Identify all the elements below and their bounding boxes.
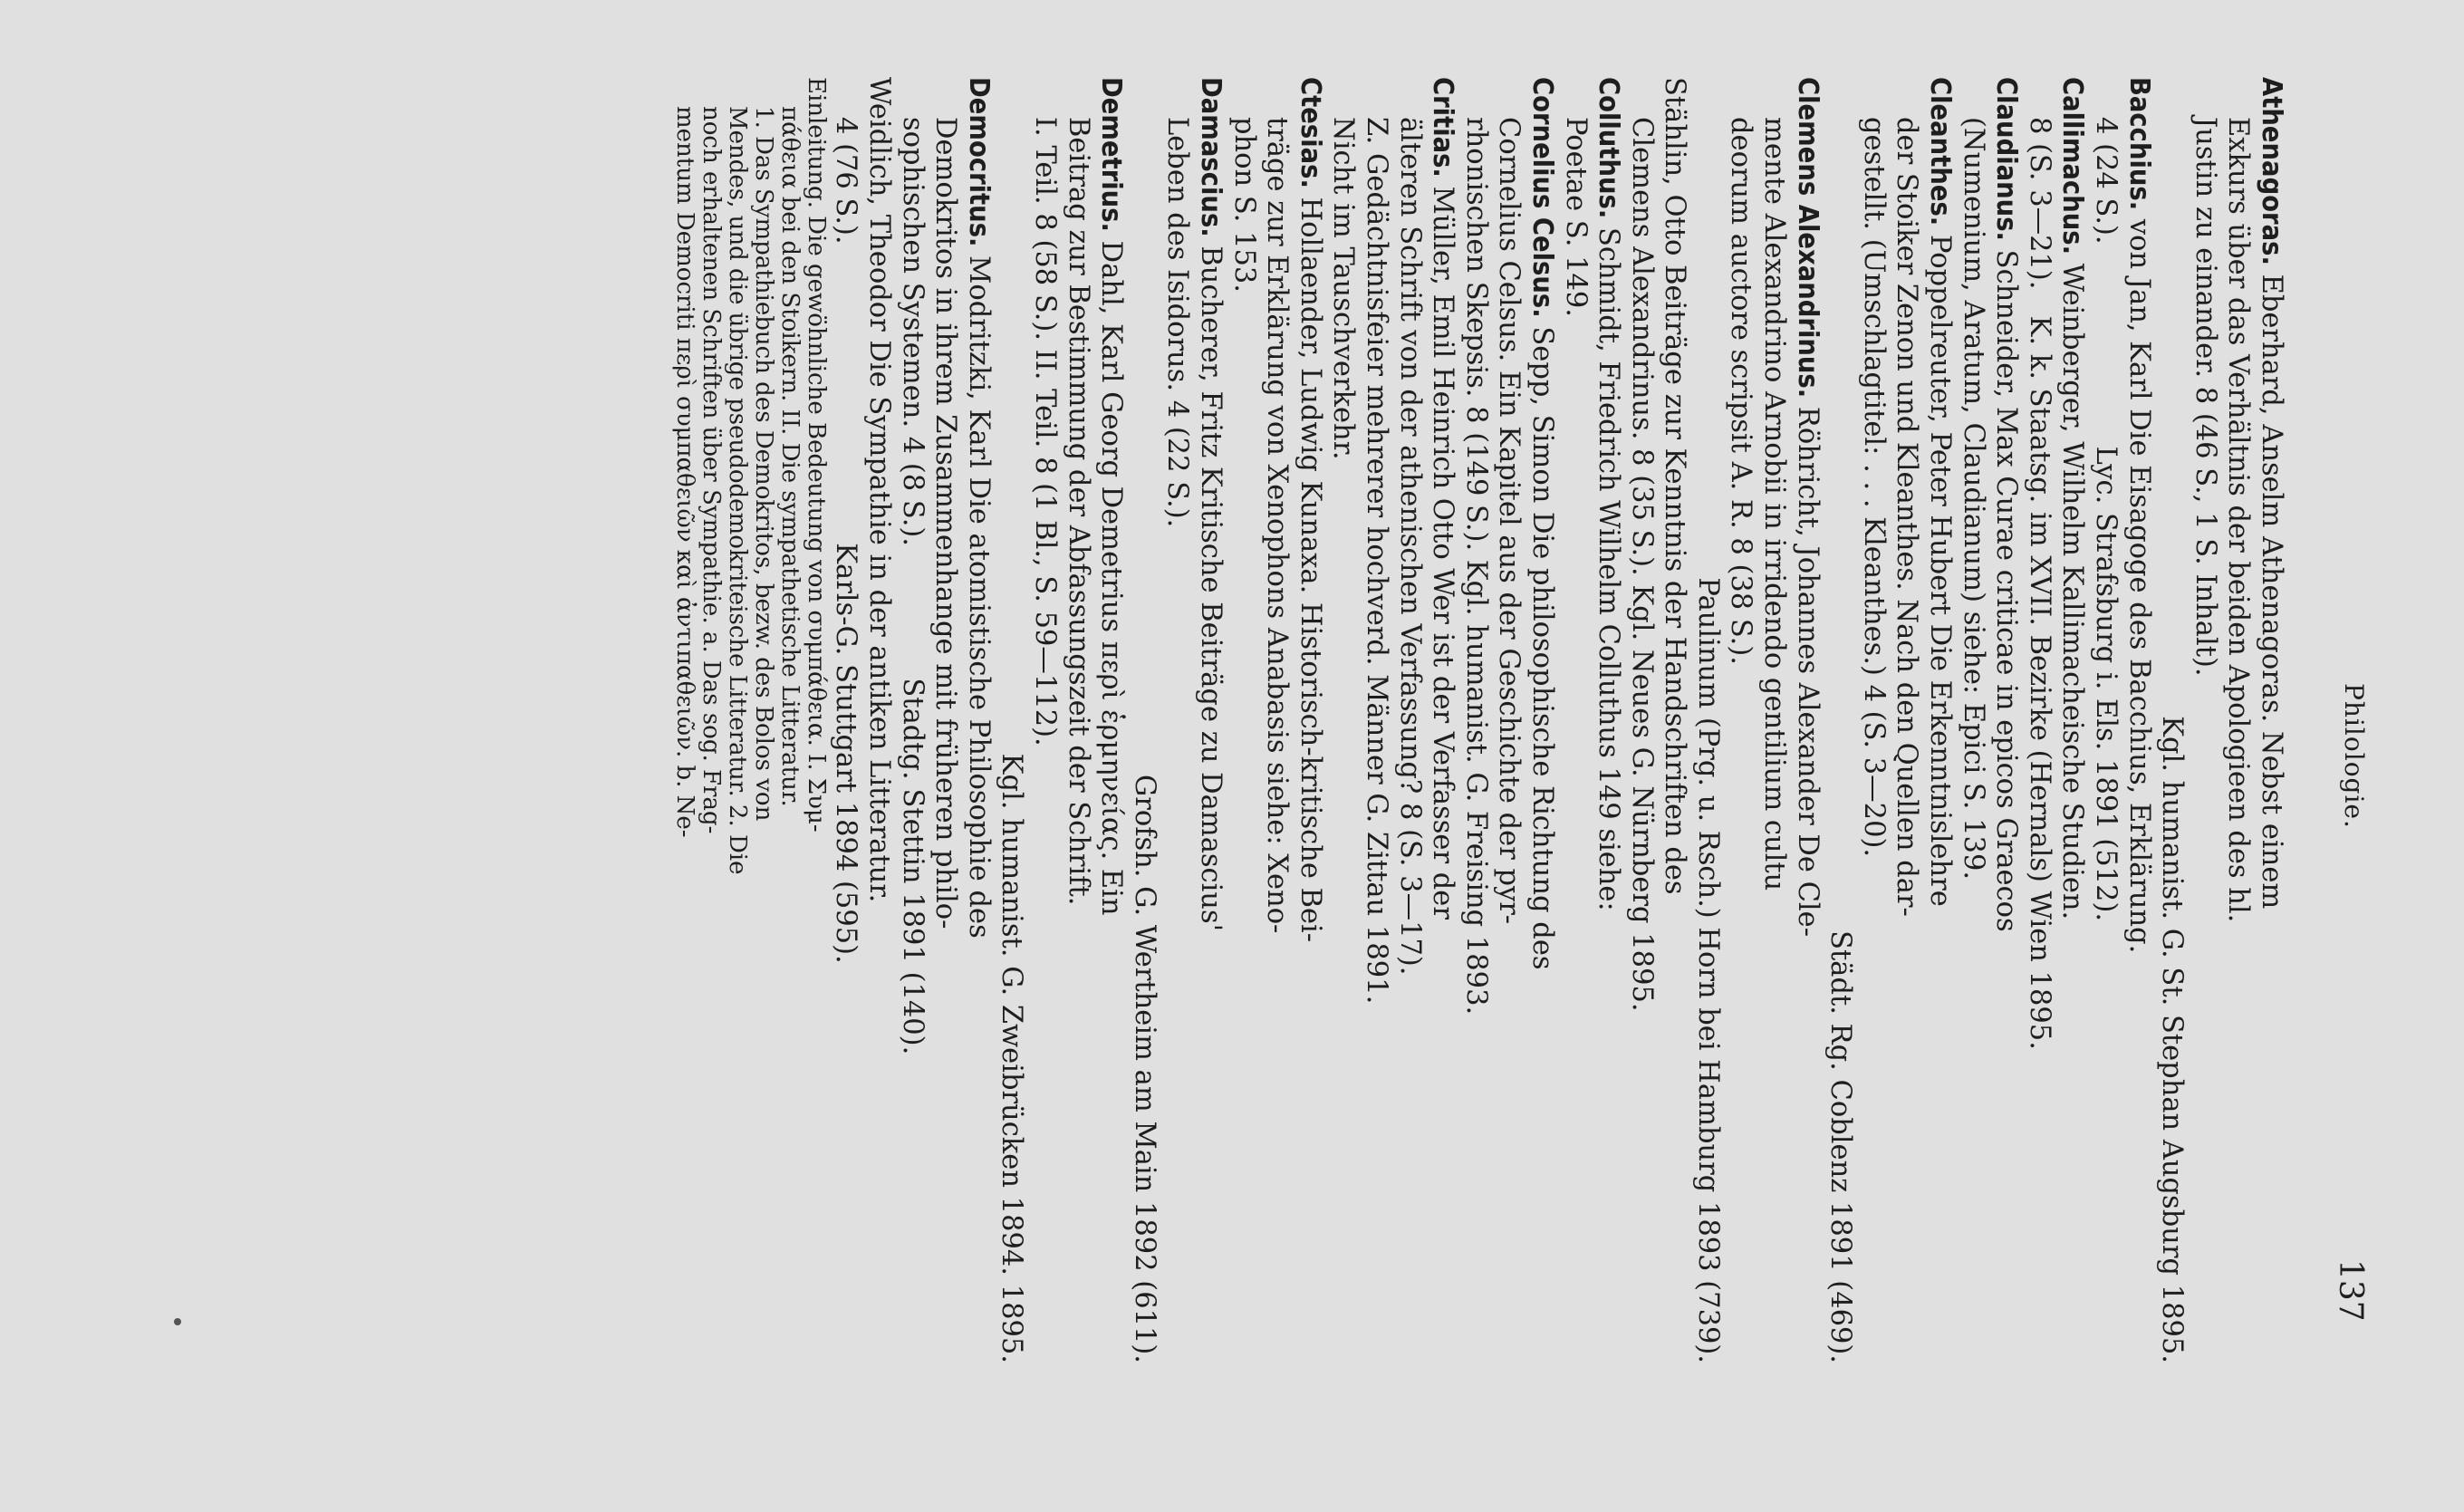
entry-text: gestellt. (Umschlagtitel: . . . Kleanthes.) 4 (S. 3—20). bbox=[1857, 117, 1890, 858]
entry-heading: Bacchius. bbox=[2122, 77, 2155, 211]
entry-heading: Cornelius Celsus. bbox=[1526, 77, 1558, 318]
entry-line bbox=[1326, 77, 1360, 1363]
entry-text: Müller, Emil Heinrich Otto Wer ist der Verfasser der bbox=[1427, 177, 1459, 920]
entry-text: rhonischen Skepsis. 8 (149 S.). Kgl. humanist. G. Freising 1893. bbox=[1459, 117, 1492, 1016]
entry-line bbox=[1492, 77, 1526, 1363]
entry-text: mentum Democriti περὶ συμπαθειῶν καὶ ἀντιπαθειῶν. b. Ne- bbox=[670, 106, 698, 838]
entry-heading: Clemens Alexandrinus. bbox=[1791, 77, 1824, 399]
entry-text: Mendes, und die übrige pseudodemokriteische Litteratur. 2. Die bbox=[723, 106, 751, 875]
entry-text: Städt. Rg. Coblenz 1891 (469). bbox=[1824, 930, 1857, 1363]
entry-heading: Critias. bbox=[1427, 77, 1459, 178]
entry-line bbox=[1592, 77, 1625, 1363]
entry-text: Weidlich, Theodor Die Sympathie in der antiken Litteratur. bbox=[863, 77, 896, 903]
entry-line bbox=[2022, 77, 2055, 1363]
entry-line bbox=[776, 77, 803, 1363]
entry-text: Bucherer, Fritz Kritische Beiträge zu Damascius' bbox=[1195, 236, 1227, 932]
entry-text: Röhricht, Johannes Alexander De Cle- bbox=[1791, 398, 1824, 938]
entry-line bbox=[1890, 77, 1923, 1363]
entry-line bbox=[1392, 77, 1426, 1363]
entry-text: Clemens Alexandrinus. 8 (35 S.). Kgl. Neues G. Nürnberg 1895. bbox=[1625, 117, 1658, 1012]
entry-text: (Numenium, Aratum, Claudianum) siehe: Epici S. 139. bbox=[1957, 117, 1989, 881]
bibliography-entry bbox=[1624, 77, 1690, 1363]
entry-text: Einleitung. Die gewöhnliche Bedeutung von συμπάθεια. I. Συμ- bbox=[802, 77, 830, 833]
running-title: Philologie. bbox=[2339, 683, 2369, 829]
entry-line bbox=[1989, 77, 2023, 1363]
entry-line bbox=[1824, 77, 1857, 1363]
entry-heading: Demetrius. bbox=[1095, 77, 1128, 232]
entry-line bbox=[1227, 77, 1260, 1363]
entry-line bbox=[1690, 77, 1724, 1363]
entry-text: Weinberger, Wilhelm Kallimacheische Studien. bbox=[2056, 255, 2089, 920]
entry-line bbox=[1160, 77, 1194, 1363]
entry-text: 4 (24 S.). Lyc. Strafsburg i. Els. 1891 (512). bbox=[2090, 117, 2122, 922]
entry-line bbox=[1856, 77, 1890, 1363]
entry-text: träge zur Erklärung von Xenophons Anabasis siehe: Xeno- bbox=[1261, 117, 1294, 934]
bibliography-entry bbox=[1558, 77, 1624, 1363]
entry-text: von Jan, Karl Die Eisagoge des Bacchius, Erklärung. bbox=[2122, 210, 2155, 954]
bibliography-entry bbox=[1227, 77, 1326, 1363]
entry-line bbox=[1061, 77, 1094, 1363]
bibliography-entry bbox=[2088, 77, 2154, 1363]
entry-line bbox=[961, 77, 995, 1363]
entry-text: Grofsh. G. Wertheim am Main 1892 (611). bbox=[1128, 774, 1160, 1363]
entry-text: 1. Das Sympathiebuch des Demokritos, bezw. des Bolos von bbox=[749, 106, 777, 822]
entry-text: Eberhard, Anselm Athenagoras. Nebst einem bbox=[2256, 265, 2287, 910]
entry-line bbox=[1193, 77, 1227, 1363]
entry-text: noch erhaltenen Schriften über Sympathie. a. Das sog. Frag- bbox=[697, 106, 725, 834]
entry-text: Justin zu einander. 8 (46 S., 1 S. Inhalt). bbox=[2189, 117, 2221, 677]
entry-line bbox=[2122, 77, 2155, 1363]
entry-text: Modritzki, Karl Die atomistische Philosophie des bbox=[962, 246, 995, 939]
entry-text: Kgl. humanist. G. Zweibrücken 1894. 1895. bbox=[996, 753, 1028, 1363]
entry-text: πάθεια bei den Stoikern. II. Die sympathetische Litteratur. bbox=[775, 106, 804, 807]
entry-text: Exkurs über das Verhältnis der beiden Apologieen des hl. bbox=[2222, 117, 2255, 923]
entry-line bbox=[1724, 77, 1757, 1363]
entry-line bbox=[929, 77, 962, 1363]
entry-text: Schneider, Max Curae criticae in epicos Graecos bbox=[1990, 240, 2023, 932]
bibliography-entry bbox=[1458, 77, 1558, 1363]
entry-line bbox=[2088, 77, 2122, 1363]
entry-line bbox=[895, 77, 929, 1363]
entry-text: Paulinum (Prg. u. Rsch.) Horn bei Hamburg 1893 (739). bbox=[1691, 577, 1724, 1363]
entry-text: 8 (S. 3—21). K. k. Staatsg. im XVII. Bezirke (Hernals) Wien 1895. bbox=[2023, 117, 2055, 1050]
entry-text: phon S. 153. bbox=[1227, 117, 1260, 293]
entry-line bbox=[1094, 77, 1128, 1363]
bibliography-entry bbox=[2022, 77, 2088, 1363]
entry-text: Nicht im Tauschverkehr. bbox=[1327, 117, 1360, 460]
entry-text: Sepp, Simon Die philosophische Richtung des bbox=[1526, 317, 1558, 970]
entry-text: Demokritos in ihrem Zusammenhange mit früheren philo- bbox=[929, 117, 962, 929]
bibliography-entry bbox=[2155, 77, 2287, 1363]
entry-line bbox=[1922, 77, 1956, 1363]
bibliography-entry bbox=[829, 77, 895, 1363]
bibliography-entry bbox=[995, 77, 1127, 1363]
entry-text: Cornelius Celsus. Ein Kapitel aus der Geschichte der pyr- bbox=[1493, 117, 1526, 925]
entry-heading: Athenagoras. bbox=[2256, 77, 2287, 265]
entry-line bbox=[1624, 77, 1658, 1363]
page-header bbox=[2315, 0, 2369, 1512]
entry-text: 4 (76 S.). Karls-G. Stuttgart 1894 (595). bbox=[830, 117, 862, 964]
entry-line bbox=[861, 77, 895, 1363]
page-number: 137 bbox=[2332, 1259, 2369, 1322]
entry-line bbox=[1525, 77, 1558, 1363]
entry-text: Schmidt, Friedrich Wilhelm Colluthus 149 siehe: bbox=[1593, 218, 1625, 911]
bibliography-column bbox=[671, 77, 2287, 1363]
entry-line bbox=[2055, 77, 2089, 1363]
entry-line bbox=[2155, 77, 2189, 1363]
bibliography-entry bbox=[895, 77, 995, 1363]
entry-text: Z. Gedächtnisfeier mehrerer hochverd. Männer G. Zittau 1891. bbox=[1360, 117, 1392, 1005]
entry-heading: Ctesias. bbox=[1294, 77, 1326, 188]
entry-heading: Damascius. bbox=[1195, 77, 1227, 237]
entry-text: älteren Schrift von der athenischen Verfassung? 8 (S. 3—17). bbox=[1393, 117, 1426, 976]
ink-dot bbox=[174, 1318, 181, 1325]
entry-text: Poetae S. 149. bbox=[1559, 117, 1592, 317]
entry-line bbox=[1260, 77, 1294, 1363]
entry-heading: Colluthus. bbox=[1593, 77, 1625, 219]
entry-heading: Callimachus. bbox=[2056, 77, 2089, 255]
entry-heading: Claudianus. bbox=[1990, 77, 2023, 241]
bibliography-entry bbox=[1824, 77, 1956, 1363]
entry-line bbox=[1790, 77, 1824, 1363]
entry-heading: Democritus. bbox=[962, 77, 995, 247]
entry-text: der Stoiker Zenon und Kleanthes. Nach den Quellen dar- bbox=[1891, 117, 1923, 917]
entry-line bbox=[1956, 77, 1989, 1363]
entry-text: I. Teil. 8 (58 S.). II. Teil. 8 (1 Bl., S. 59—112). bbox=[1029, 117, 1062, 746]
bibliography-entry bbox=[1690, 77, 1823, 1363]
bibliography-entry bbox=[1326, 77, 1458, 1363]
entry-note bbox=[671, 77, 829, 1363]
entry-text: mente Alexandrino Arnobii in irridendo gentilium cultu bbox=[1758, 117, 1791, 891]
entry-line bbox=[2254, 77, 2287, 1363]
entry-line bbox=[803, 77, 829, 1363]
entry-line bbox=[1658, 77, 1691, 1363]
entry-line bbox=[1458, 77, 1492, 1363]
entry-line bbox=[829, 77, 862, 1363]
entry-text: Hollaender, Ludwig Kunaxa. Historisch-kritische Bei- bbox=[1294, 188, 1326, 943]
entry-text: Stählin, Otto Beiträge zur Kenntnis der Handschriften des bbox=[1659, 77, 1691, 895]
entry-line bbox=[1757, 77, 1791, 1363]
entry-text: Beitrag zur Bestimmung der Abfassungszeit der Schrift. bbox=[1062, 117, 1094, 906]
entry-line bbox=[2221, 77, 2255, 1363]
entry-line bbox=[1426, 77, 1459, 1363]
entry-heading: Cleanthes. bbox=[1924, 77, 1957, 226]
entry-text: Poppelreuter, Peter Hubert Die Erkenntnislehre bbox=[1924, 226, 1957, 907]
bibliography-entry bbox=[1956, 77, 2022, 1363]
entry-line bbox=[1558, 77, 1592, 1363]
entry-line bbox=[995, 77, 1028, 1363]
entry-text: sophischen Systemen. 4 (8 S.). Stadtg. Stettin 1891 (140). bbox=[896, 117, 929, 1055]
entry-text: Kgl. humanist. G. St. Stephan Augsburg 1895. bbox=[2156, 716, 2189, 1363]
entry-line bbox=[1127, 77, 1160, 1363]
entry-text: Leben des Isidorus. 4 (22 S.). bbox=[1161, 117, 1194, 528]
entry-line bbox=[1359, 77, 1392, 1363]
entry-text: deorum auctore scripsit A. R. 8 (38 S.). bbox=[1725, 117, 1757, 665]
entry-line bbox=[698, 77, 724, 1363]
entry-line bbox=[671, 77, 698, 1363]
entry-text: Dahl, Karl Georg Demetrius περὶ ἑρμηνείας. Ein bbox=[1095, 231, 1128, 916]
bibliography-entry bbox=[1127, 77, 1227, 1363]
entry-line bbox=[2188, 77, 2221, 1363]
entry-line bbox=[724, 77, 750, 1363]
entry-line bbox=[750, 77, 776, 1363]
entry-line bbox=[1027, 77, 1061, 1363]
entry-line bbox=[1293, 77, 1326, 1363]
